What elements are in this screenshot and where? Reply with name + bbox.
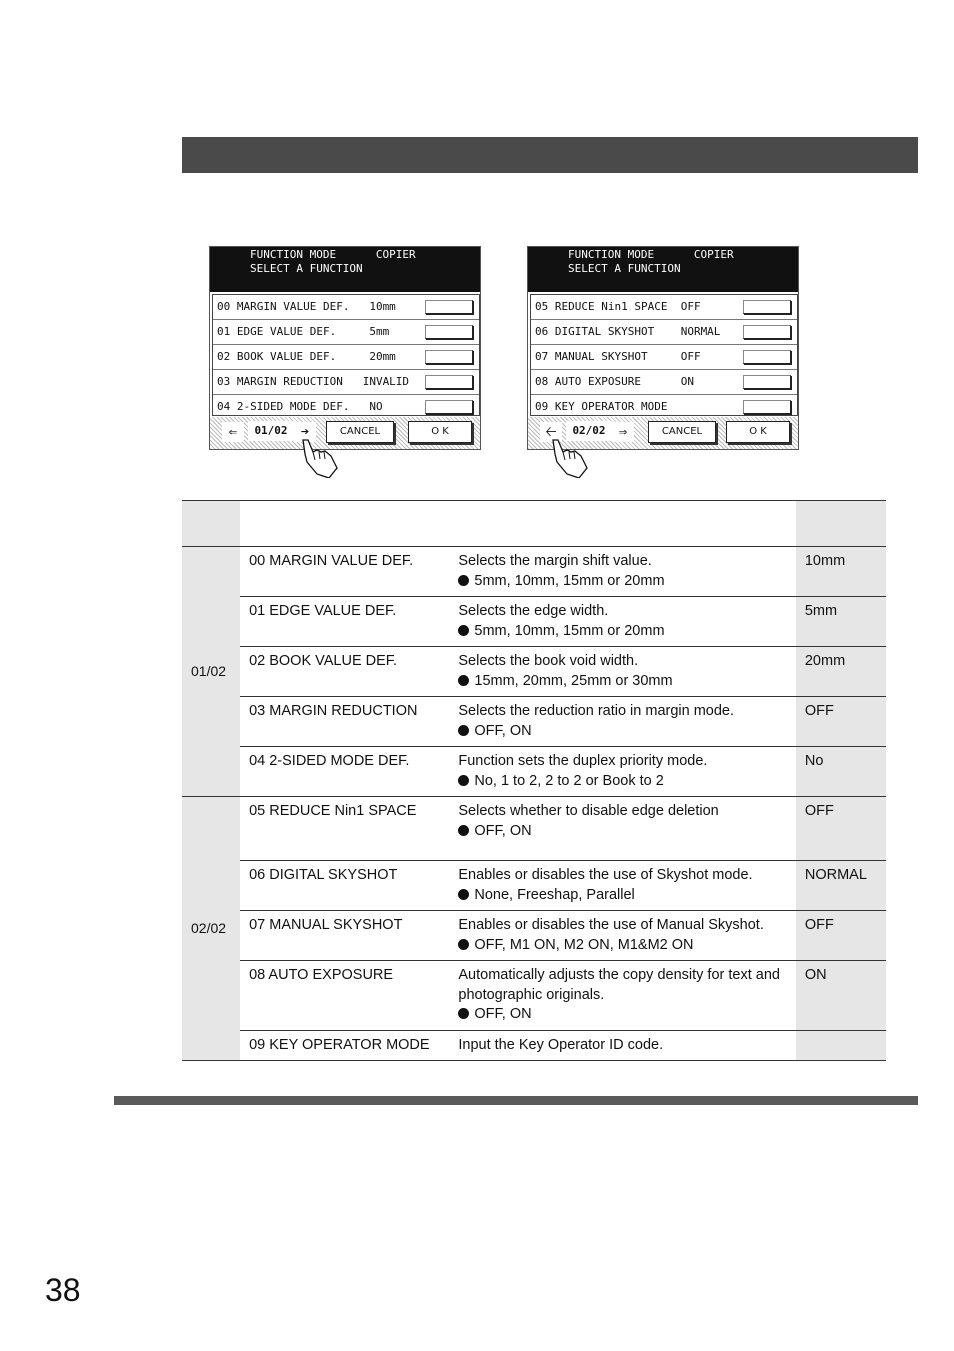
options-text: No, 1 to 2, 2 to 2 or Book to 2 <box>474 772 664 789</box>
lcd-function-row[interactable] <box>213 370 479 395</box>
bullet-icon <box>458 775 469 786</box>
table-row <box>182 961 886 1031</box>
page-number: 38 <box>45 1272 81 1308</box>
table-row <box>182 547 886 597</box>
header-cell-description <box>449 501 795 547</box>
function-name: 02 BOOK VALUE DEF. <box>240 647 449 697</box>
function-name: 01 EDGE VALUE DEF. <box>240 597 449 647</box>
default-value: NORMAL <box>796 861 886 911</box>
bullet-icon <box>458 725 469 736</box>
lcd-row-label: 04 2-SIDED MODE DEF. NO <box>217 400 383 413</box>
table-row <box>182 597 886 647</box>
cancel-button[interactable]: CANCEL <box>326 421 394 443</box>
lcd-row-button[interactable] <box>425 300 473 314</box>
lcd-function-row[interactable] <box>213 395 479 419</box>
bullet-icon <box>458 939 469 950</box>
default-value: OFF <box>796 911 886 961</box>
function-table <box>182 500 886 1061</box>
lcd-footer <box>210 417 480 449</box>
ok-button[interactable]: O K <box>408 421 472 443</box>
lcd-screen-page-1 <box>209 246 481 450</box>
description-text: Selects the book void width. <box>458 653 639 669</box>
cancel-button[interactable]: CANCEL <box>648 421 716 443</box>
function-description <box>449 547 795 597</box>
default-value: OFF <box>796 697 886 747</box>
lcd-function-row[interactable] <box>213 295 479 320</box>
header-cell-default <box>796 501 886 547</box>
page-group-label: 01/02 <box>182 547 240 797</box>
function-description <box>449 697 795 747</box>
lcd-function-row[interactable] <box>213 345 479 370</box>
function-description <box>449 647 795 697</box>
function-name: 00 MARGIN VALUE DEF. <box>240 547 449 597</box>
lcd-row-label: 09 KEY OPERATOR MODE <box>535 400 668 413</box>
lcd-header <box>528 247 798 292</box>
function-name: 08 AUTO EXPOSURE <box>240 961 449 1031</box>
description-text: Enables or disables the use of Manual Skyshot. <box>458 917 764 933</box>
pointing-hand-icon <box>299 438 339 478</box>
function-description <box>449 597 795 647</box>
lcd-function-row[interactable] <box>531 320 797 345</box>
function-name: 09 KEY OPERATOR MODE <box>240 1030 449 1061</box>
lcd-row-button[interactable] <box>743 325 791 339</box>
lcd-function-list <box>530 294 798 416</box>
prev-arrow-icon[interactable]: ⇐ <box>222 422 244 442</box>
next-arrow-icon[interactable]: ⇒ <box>612 422 634 442</box>
table-row <box>182 647 886 697</box>
next-arrow-icon[interactable]: ➔ <box>294 422 316 442</box>
lcd-page-indicator: 02/02 <box>566 421 612 441</box>
table-header-row <box>182 501 886 547</box>
lcd-row-label: 07 MANUAL SKYSHOT OFF <box>535 350 701 363</box>
lcd-row-label: 03 MARGIN REDUCTION INVALID <box>217 375 410 388</box>
lcd-function-row[interactable] <box>531 295 797 320</box>
lcd-function-row[interactable] <box>531 395 797 419</box>
lcd-row-label: 00 MARGIN VALUE DEF. 10mm <box>217 300 396 313</box>
default-value: 5mm <box>796 597 886 647</box>
lcd-header-line1: FUNCTION MODE COPIER <box>250 248 416 261</box>
lcd-header-line2: SELECT A FUNCTION <box>568 262 681 275</box>
lcd-row-button[interactable] <box>743 400 791 414</box>
lcd-function-row[interactable] <box>531 370 797 395</box>
lcd-function-row[interactable] <box>531 345 797 370</box>
default-value <box>796 1030 886 1061</box>
function-name: 03 MARGIN REDUCTION <box>240 697 449 747</box>
function-description <box>449 911 795 961</box>
lcd-row-button[interactable] <box>425 350 473 364</box>
ok-button[interactable]: O K <box>726 421 790 443</box>
lcd-screen-page-2 <box>527 246 799 450</box>
options-text: OFF, M1 ON, M2 ON, M1&M2 ON <box>474 936 694 953</box>
options-text: 5mm, 10mm, 15mm or 20mm <box>474 572 665 589</box>
description-text: Function sets the duplex priority mode. <box>458 753 708 769</box>
function-name: 05 REDUCE Nin1 SPACE <box>240 797 449 861</box>
lcd-row-button[interactable] <box>425 400 473 414</box>
description-text: Selects the margin shift value. <box>458 553 652 569</box>
lcd-row-button[interactable] <box>743 375 791 389</box>
options-text: 15mm, 20mm, 25mm or 30mm <box>474 672 673 689</box>
table-row <box>182 1030 886 1061</box>
description-text: Selects whether to disable edge deletion <box>458 803 719 819</box>
pointing-hand-icon <box>549 438 589 478</box>
section-header-bar <box>182 137 918 173</box>
header-cell-function <box>240 501 449 547</box>
table-row <box>182 747 886 797</box>
description-text: Enables or disables the use of Skyshot mode. <box>458 867 753 883</box>
function-name: 07 MANUAL SKYSHOT <box>240 911 449 961</box>
bullet-icon <box>458 675 469 686</box>
options-text: OFF, ON <box>474 722 532 739</box>
table-row <box>182 797 886 861</box>
bullet-icon <box>458 625 469 636</box>
default-value: 20mm <box>796 647 886 697</box>
function-description <box>449 747 795 797</box>
table-row <box>182 861 886 911</box>
options-text: None, Freeshap, Parallel <box>474 886 635 903</box>
function-description <box>449 961 795 1031</box>
default-value: 10mm <box>796 547 886 597</box>
lcd-function-list <box>212 294 480 416</box>
table-row <box>182 697 886 747</box>
function-description <box>449 797 795 861</box>
lcd-row-button[interactable] <box>425 375 473 389</box>
lcd-header-line1: FUNCTION MODE COPIER <box>568 248 734 261</box>
bullet-icon <box>458 575 469 586</box>
options-text: OFF, ON <box>474 822 532 839</box>
table-row <box>182 911 886 961</box>
page-group-label: 02/02 <box>182 797 240 1061</box>
options-text: OFF, ON <box>474 1006 532 1022</box>
default-value: OFF <box>796 797 886 861</box>
lcd-row-label: 06 DIGITAL SKYSHOT NORMAL <box>535 325 721 338</box>
description-text: Automatically adjusts the copy density for text and photographic originals. <box>458 967 780 1003</box>
lcd-row-label: 02 BOOK VALUE DEF. 20mm <box>217 350 396 363</box>
prev-arrow-icon[interactable]: 🡠 <box>540 422 562 442</box>
bullet-icon <box>458 889 469 900</box>
header-cell-page <box>182 501 240 547</box>
lcd-row-button[interactable] <box>425 325 473 339</box>
bullet-icon <box>458 1008 469 1019</box>
lcd-header <box>210 247 480 292</box>
default-value: No <box>796 747 886 797</box>
lcd-row-label: 01 EDGE VALUE DEF. 5mm <box>217 325 390 338</box>
options-text: 5mm, 10mm, 15mm or 20mm <box>474 622 665 639</box>
description-text: Selects the reduction ratio in margin mode. <box>458 703 735 719</box>
bullet-icon <box>458 825 469 836</box>
footer-divider-bar <box>114 1096 918 1105</box>
function-description: Input the Key Operator ID code. <box>449 1030 795 1061</box>
lcd-row-button[interactable] <box>743 300 791 314</box>
function-name: 06 DIGITAL SKYSHOT <box>240 861 449 911</box>
lcd-function-row[interactable] <box>213 320 479 345</box>
lcd-header-line2: SELECT A FUNCTION <box>250 262 363 275</box>
lcd-row-label: 05 REDUCE Nin1 SPACE OFF <box>535 300 701 313</box>
lcd-row-button[interactable] <box>743 350 791 364</box>
default-value: ON <box>796 961 886 1031</box>
lcd-page-indicator: 01/02 <box>248 421 294 441</box>
lcd-row-label: 08 AUTO EXPOSURE ON <box>535 375 694 388</box>
function-description <box>449 861 795 911</box>
function-name: 04 2-SIDED MODE DEF. <box>240 747 449 797</box>
description-text: Selects the edge width. <box>458 603 609 619</box>
